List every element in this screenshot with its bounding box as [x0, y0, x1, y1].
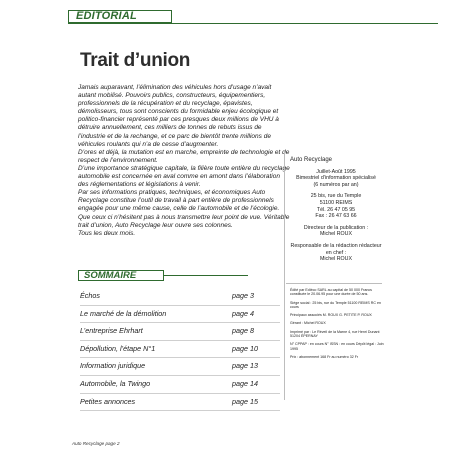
toc-row	[80, 323, 280, 341]
toc-entry-title: Petites annonces	[80, 396, 136, 406]
publication-issues-per-year: (6 numéros par an)	[313, 181, 359, 188]
address-line: 25 bis, rue du Temple	[310, 193, 362, 200]
toc-row	[80, 394, 280, 412]
paragraph: Par ses informations pratiques, techniques, et économiques Auto Recyclage constitue l’outil de travail à part entière de professionnels engagée pour une même cause, celle de l’automobile et de l’écologie. Que ceux ci n’hésitent pas à nous transmettre leur point de vue. Véritable trait d’union, Auto Recyclage leur ouvre ses colonnes.	[78, 189, 290, 229]
toc-row	[80, 376, 280, 394]
toc-entry-title: Information juridique	[80, 361, 146, 371]
editor-label: Responsable de la rédaction rédacteur en chef :	[290, 242, 382, 256]
toc-entry-title: L’entreprise Ehrhart	[80, 326, 143, 336]
legal-block: Gérant : Michel ROUX	[290, 321, 326, 326]
toc-row	[80, 306, 280, 324]
page-footer: Auto Recyclage page 2	[72, 441, 120, 446]
toc-row	[80, 288, 280, 306]
legal-block: Imprimé par : Le Réveil de la Marne 4, rue Henri Dunant 51204 ÉPERNAY	[290, 329, 380, 339]
legal-block: Édité par Ediéco SARL au capital de 50 000 Francs constituée le 20.06.95 pour une durée de 50 ans.	[290, 288, 372, 297]
legal-block: Siège social : 25 bis, rue du Temple 51100 REIMS RC en cours	[290, 300, 381, 309]
toc-entry-page: page 15	[232, 396, 258, 406]
director-name: Michel ROUX	[319, 231, 353, 238]
legal-info	[290, 288, 385, 363]
toc-entry-page: page 8	[232, 326, 254, 336]
toc-entry-page: page 4	[232, 308, 254, 318]
toc-entry-page: page 13	[232, 361, 258, 371]
toc-entry-title: Automobile, la Twingo	[80, 378, 151, 388]
paragraph: D’une importance stratégique capitale, la filière toute entière du recyclage automobile est concernée en aval comme en amont dans l’élaboration des réglementations et législations à venir.	[78, 164, 290, 189]
info-divider	[286, 283, 382, 284]
paragraph: Jamais auparavant, l’élimination des véhicules hors d’usage n’avait autant mobilisé. Pouvoirs publics, constructeurs, équipementiers, professionnels de la récupération et du recyclage, épavistes, démolisseurs, tous sont conscients du formidable enjeu écologique et politico-financier représenté par ces presques deux millions de VHU à détruire annuellement, ces milliers de tonnes de rebuts issus de l’industrie et de la rechange, et ce parc de bientôt trente millions de véhicules roulants qui n’a de cesse d’augmenter.	[78, 84, 279, 148]
legal-block: N° CPPAP : en cours N° ISSN : en cours Dépôt légal : Juin 1995	[290, 342, 384, 351]
publication-info	[290, 157, 382, 263]
director-label: Directeur de la publication :	[303, 224, 369, 231]
fax: Fax : 26 47 63 66	[315, 213, 357, 220]
toc-entry-page: page 10	[232, 343, 258, 353]
toc-entry-title: Échos	[80, 291, 100, 300]
sommaire-label: SOMMAIRE	[84, 270, 137, 281]
section-label: EDITORIAL	[76, 10, 137, 22]
paragraph: D’ores et déjà, la mutation est en marche, empreinte de technologie et de respect de l’environnement.	[78, 148, 290, 164]
paragraph: Tous les deux mois.	[78, 229, 136, 237]
toc-row	[80, 358, 280, 376]
publication-periodicity: Bimestriel d’information spécialisé	[296, 175, 376, 182]
toc-entry-title: Dépollution, l’étape N°1	[80, 343, 156, 353]
toc-entry-page: page 3	[232, 291, 254, 300]
table-of-contents	[80, 288, 280, 411]
column-divider	[284, 150, 285, 400]
toc-row	[80, 341, 280, 359]
editorial-body	[78, 84, 290, 238]
telephone: Tél. 26 47 05 95	[316, 206, 356, 213]
toc-entry-page: page 14	[232, 378, 258, 388]
legal-block: Principaux associés M. ROUX G. PETITE P. ROUX	[290, 313, 372, 318]
address-line: 51100 REIMS	[319, 199, 353, 206]
toc-entry-title: Le marché de la démolition	[80, 308, 167, 318]
publication-issue: Juillet-Août 1995	[316, 168, 356, 175]
publication-name: Auto Recyclage	[290, 157, 333, 163]
legal-block: Prix : abonnement 168 Fr au numéro 32 Fr	[290, 354, 359, 359]
article-title: Trait d’union	[80, 50, 191, 71]
editor-name: Michel ROUX	[319, 256, 353, 263]
